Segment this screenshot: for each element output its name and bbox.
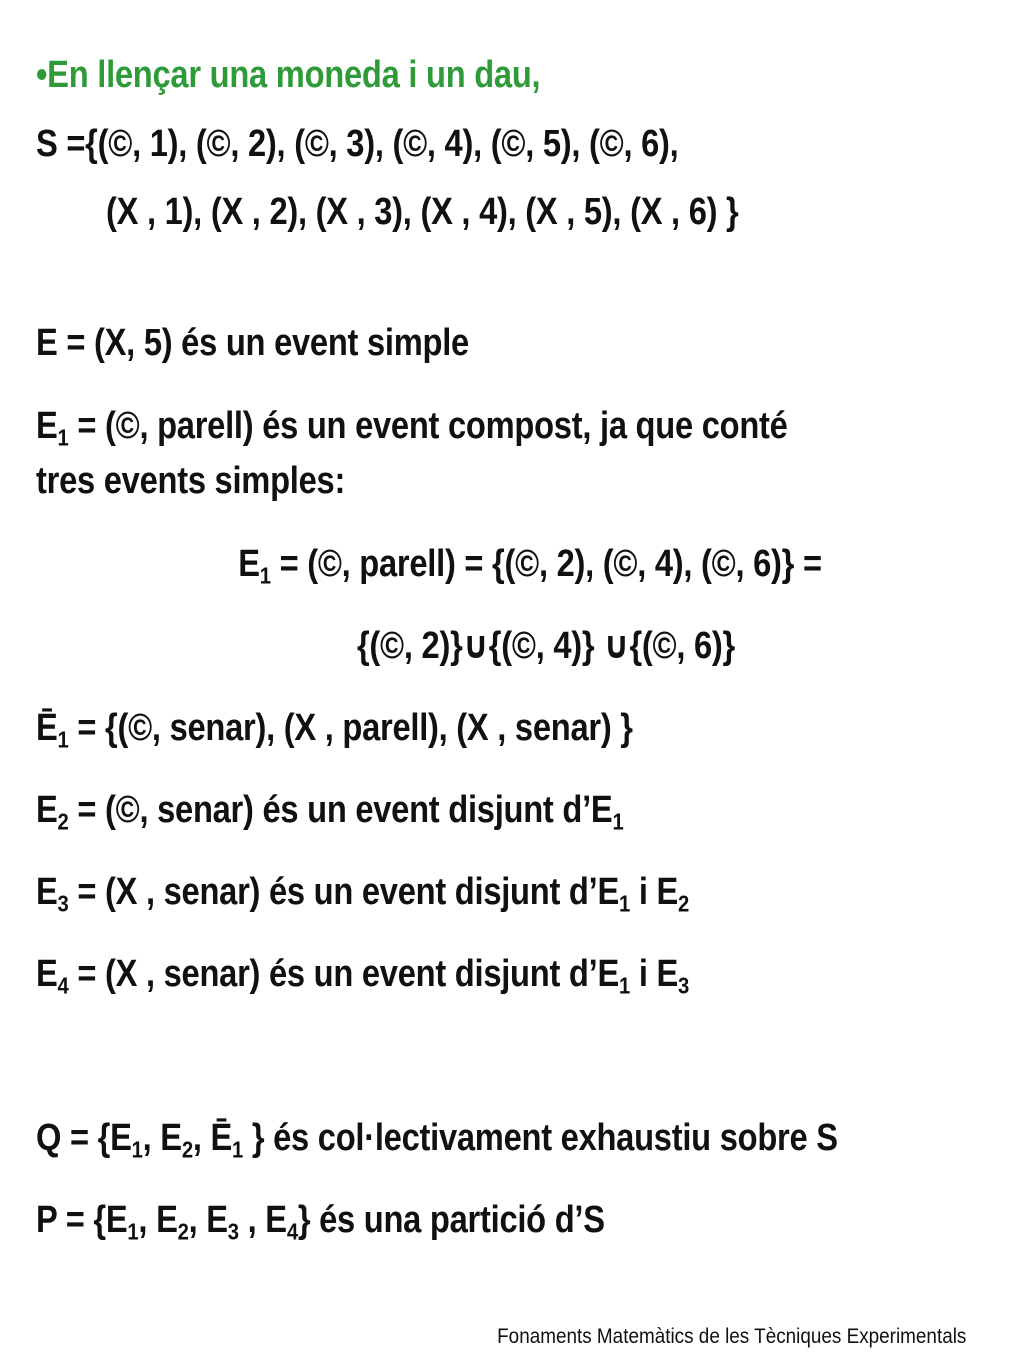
e1-complement-symbol: Ē (36, 707, 58, 749)
e1-subscript: 1 (57, 424, 69, 451)
footer-course-title: Fonaments Matemàtics de les Tècniques Experimentals (496, 1325, 966, 1348)
complement-line (36, 705, 633, 751)
e3-ref2-subscript: 2 (678, 890, 690, 917)
e4-symbol: E (36, 953, 58, 995)
p-suffix: } és una partició d’S (297, 1199, 605, 1241)
e3-symbol: E (36, 871, 58, 913)
p-sep-3: , E (238, 1199, 287, 1241)
e3-ref-subscript: 1 (618, 890, 630, 917)
e1-expansion-line-1 (74, 541, 986, 587)
simple-event-line: E = (X, 5) és un event simple (36, 322, 469, 364)
sample-space-line-2: (X , 1), (X , 2), (X , 3), (X , 4), (X , 5), (X , 6) } (106, 191, 739, 233)
sample-space-line-1: S ={(©, 1), (©, 2), (©, 3), (©, 4), (©, 5), (©, 6), (36, 123, 679, 165)
e2-line (36, 787, 623, 833)
e1-definition-continuation: tres events simples: (36, 460, 346, 502)
p-sub-3: 3 (227, 1218, 239, 1245)
e3-text-mid: i E (629, 871, 679, 913)
q-suffix: } és col·lectivament exhaustiu sobre S (243, 1117, 838, 1159)
e2-subscript: 2 (57, 808, 69, 835)
q-sub-1: 1 (131, 1136, 143, 1163)
p-sub-2: 2 (177, 1218, 189, 1245)
p-sep-1: , E (138, 1199, 178, 1241)
e4-ref-subscript: 1 (618, 972, 630, 999)
e4-line (36, 951, 689, 997)
e4-ref2-subscript: 3 (678, 972, 690, 999)
p-sub-1: 1 (127, 1218, 139, 1245)
q-sep-1: , E (142, 1117, 182, 1159)
e1-definition-text: = (©, parell) és un event compost, ja que conté (68, 405, 788, 447)
slide-heading: •En llençar una moneda i un dau, (36, 54, 541, 96)
complement-text: = {(©, senar), (X , parell), (X , senar) } (68, 707, 633, 749)
p-sep-2: , E (188, 1199, 228, 1241)
q-line (36, 1115, 838, 1161)
q-sub-2: 2 (181, 1136, 193, 1163)
e3-text: = (X , senar) és un event disjunt d’E (68, 871, 619, 913)
e4-subscript: 4 (57, 972, 69, 999)
p-sub-4: 4 (286, 1218, 298, 1245)
e1-expansion-line-2: {(©, 2)}∪{(©, 4)} ∪{(©, 6)} (356, 625, 736, 667)
complement-subscript: 1 (57, 726, 69, 753)
e3-subscript: 3 (57, 890, 69, 917)
p-line (36, 1197, 605, 1243)
e3-line (36, 869, 689, 915)
e1-definition-line (36, 403, 788, 449)
e4-text-mid: i E (629, 953, 679, 995)
q-prefix: Q = {E (36, 1117, 132, 1159)
e1-symbol: E (238, 543, 260, 585)
e1-expansion-text: = (©, parell) = {(©, 2), (©, 4), (©, 6)} = (270, 543, 822, 585)
p-prefix: P = {E (36, 1199, 128, 1241)
q-sub-3: 1 (232, 1136, 244, 1163)
e4-text: = (X , senar) és un event disjunt d’E (68, 953, 619, 995)
e2-symbol: E (36, 789, 58, 831)
q-sep-2: , Ē (192, 1117, 233, 1159)
e2-ref-subscript: 1 (612, 808, 624, 835)
e2-text: = (©, senar) és un event disjunt d’E (68, 789, 613, 831)
e1-symbol: E (36, 405, 58, 447)
e1-subscript: 1 (259, 562, 271, 589)
